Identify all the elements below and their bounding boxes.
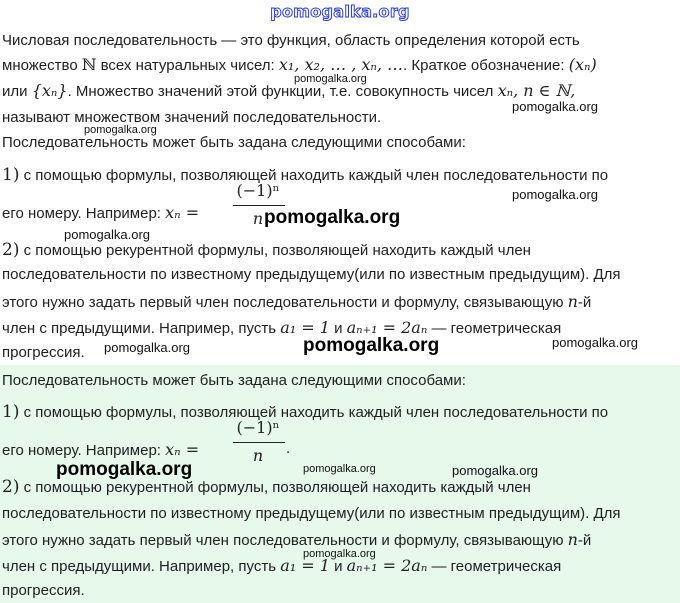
method-number: 2) bbox=[2, 240, 20, 260]
watermark: pomogalka.org bbox=[104, 340, 190, 355]
notation-math: (xₙ) bbox=[568, 55, 597, 74]
text: -й bbox=[577, 294, 592, 311]
text: член с предыдущими. Например, пусть bbox=[2, 320, 281, 337]
text: и bbox=[329, 558, 347, 575]
method2-line-5: прогрессия. bbox=[2, 344, 85, 361]
watermark: pomogalka.org bbox=[303, 463, 376, 475]
a1-math: a₁ = 1 bbox=[280, 318, 330, 337]
method1-copy-line-2 bbox=[2, 440, 199, 461]
method-number: 1) bbox=[2, 402, 20, 422]
text: — геометрическая bbox=[427, 320, 562, 337]
a1-math: a₁ = 1 bbox=[280, 556, 330, 575]
fraction-denominator: n bbox=[252, 209, 264, 228]
method2-line-3 bbox=[2, 292, 591, 313]
method2-line-4 bbox=[2, 318, 561, 339]
method2-line-1 bbox=[2, 240, 531, 261]
watermark-header: pomogalka.org bbox=[270, 2, 410, 21]
values-math: xₙ, n ∈ ℕ, bbox=[497, 81, 576, 100]
text: . Краткое обозначение: bbox=[403, 57, 569, 74]
formula-lhs: xₙ = bbox=[165, 203, 200, 222]
watermark: pomogalka.org bbox=[452, 463, 538, 478]
text: его номеру. Например: bbox=[2, 442, 166, 459]
method1-line-2 bbox=[2, 203, 199, 224]
text: или bbox=[2, 83, 32, 100]
method1-line-1 bbox=[2, 165, 608, 186]
watermark: pomogalka.org bbox=[264, 207, 401, 228]
text: с помощью рекурентной формулы, позволяющей находить каждый член bbox=[19, 479, 531, 496]
method2-copy-line-4 bbox=[2, 556, 561, 577]
n-math: n bbox=[567, 292, 578, 311]
period: . bbox=[286, 440, 291, 457]
recurrence-math: aₙ₊₁ = 2aₙ bbox=[346, 318, 428, 337]
section-intro: Последовательность может быть задана следующими способами: bbox=[2, 134, 466, 151]
method2-copy-line-2: последовательности по известному предыдущему(или по известным предыдущим). Для bbox=[2, 505, 621, 522]
watermark: pomogalka.org bbox=[303, 335, 440, 356]
watermark: pomogalka.org bbox=[552, 335, 638, 350]
definition-line-1: Числовая последовательность — это функция, область определения которой есть bbox=[2, 32, 580, 49]
text: член с предыдущими. Например, пусть bbox=[2, 558, 281, 575]
text: этого нужно задать первый член последовательности и формулу, связывающую bbox=[2, 532, 568, 549]
text: и bbox=[329, 320, 347, 337]
method1-copy-line-1 bbox=[2, 402, 608, 423]
fraction-numerator: (−1)ⁿ bbox=[236, 181, 280, 200]
watermark: pomogalka.org bbox=[512, 99, 598, 114]
method-number: 1) bbox=[2, 165, 20, 185]
watermark: pomogalka.org bbox=[64, 227, 150, 242]
watermark: pomogalka.org bbox=[512, 187, 598, 202]
method2-copy-line-3 bbox=[2, 530, 591, 551]
watermark: pomogalka.org bbox=[84, 124, 157, 136]
definition-line-3 bbox=[2, 81, 575, 102]
text: . Множество значений этой функции, т.е. совокупность чисел bbox=[67, 83, 498, 100]
text: с помощью формулы, позволяющей находить каждый член последовательности по bbox=[19, 167, 609, 184]
definition-line-4: называют множеством значений последовательности. bbox=[2, 109, 382, 126]
method2-line-2: последовательности по известному предыдущему(или по известным предыдущим). Для bbox=[2, 266, 621, 283]
recurrence-math: aₙ₊₁ = 2aₙ bbox=[346, 556, 428, 575]
watermark: pomogalka.org bbox=[303, 548, 376, 560]
set-notation-math: {xₙ} bbox=[31, 81, 68, 100]
text: с помощью рекурентной формулы, позволяющей находить каждый член bbox=[19, 242, 531, 259]
fraction-numerator: (−1)ⁿ bbox=[236, 418, 280, 437]
formula-lhs: xₙ = bbox=[165, 440, 200, 459]
text: -й bbox=[577, 532, 592, 549]
method-number: 2) bbox=[2, 477, 20, 497]
n-math: n bbox=[567, 530, 578, 549]
watermark: pomogalka.org bbox=[294, 73, 367, 85]
text: с помощью формулы, позволяющей находить каждый член последовательности по bbox=[19, 404, 609, 421]
sequence-math: x₁, x₂, … , xₙ, … bbox=[278, 55, 404, 74]
text: этого нужно задать первый член последовательности и формулу, связывающую bbox=[2, 294, 568, 311]
text: — геометрическая bbox=[427, 558, 562, 575]
fraction-denominator: n bbox=[252, 446, 264, 465]
method2-copy-line-5: прогрессия. bbox=[2, 582, 85, 599]
watermark: pomogalka.org bbox=[56, 459, 193, 480]
text: множество bbox=[2, 57, 82, 74]
text: всех натуральных чисел: bbox=[96, 57, 279, 74]
fraction-bar bbox=[233, 442, 285, 443]
text: его номеру. Например: bbox=[2, 205, 166, 222]
naturals-symbol: ℕ bbox=[81, 55, 97, 74]
section-intro-copy: Последовательность может быть задана следующими способами: bbox=[2, 372, 466, 389]
fraction-bar bbox=[233, 205, 285, 206]
